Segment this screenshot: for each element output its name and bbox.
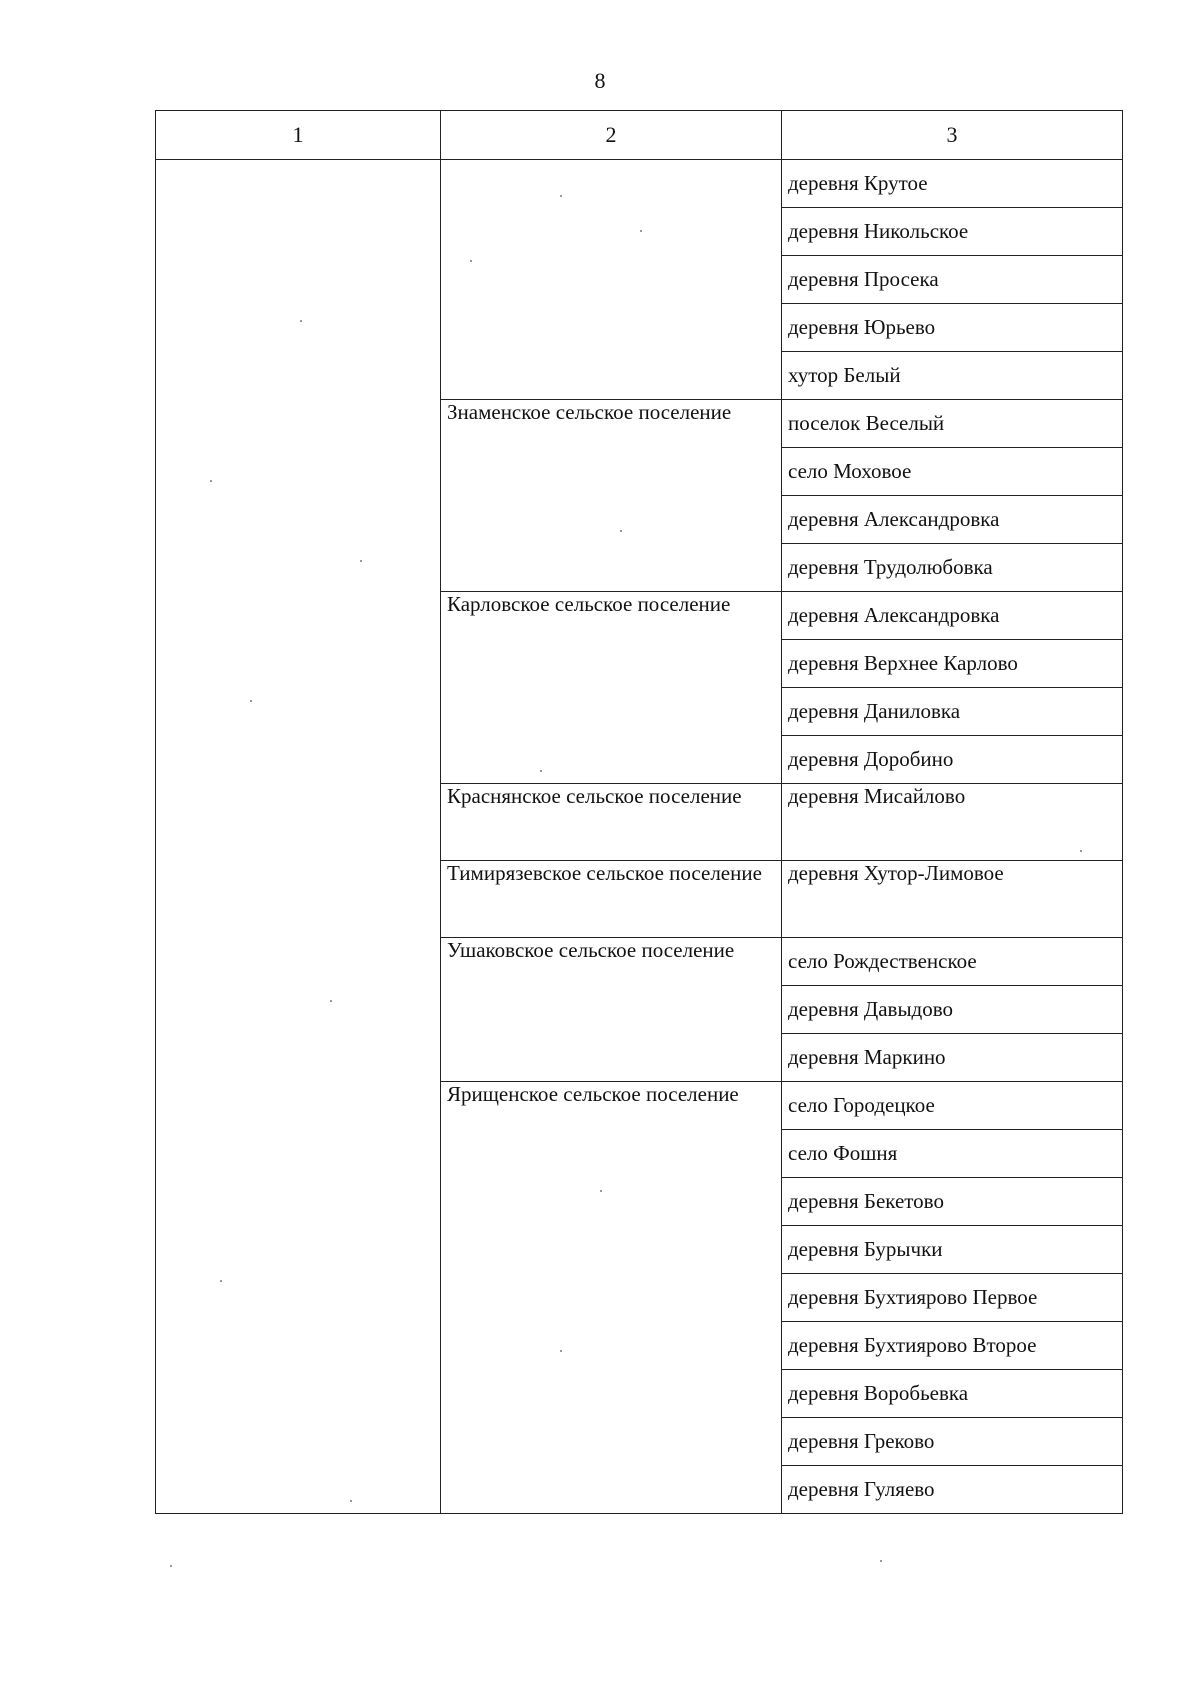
village-cell: деревня Греково xyxy=(782,1418,1123,1466)
village-cell: деревня Доробино xyxy=(782,736,1123,784)
scan-speck xyxy=(560,195,562,197)
village-cell: деревня Юрьево xyxy=(782,304,1123,352)
scan-speck xyxy=(210,480,212,482)
scan-speck xyxy=(300,320,302,322)
scan-speck xyxy=(560,1350,562,1352)
village-cell: деревня Просека xyxy=(782,256,1123,304)
village-cell: деревня Бурычки xyxy=(782,1226,1123,1274)
scan-speck xyxy=(350,1500,352,1502)
settlement-cell: Знаменское сельское поселение xyxy=(441,400,782,592)
village-cell: деревня Никольское xyxy=(782,208,1123,256)
scan-speck xyxy=(600,1190,602,1192)
settlement-cell: Тимирязевское сельское поселение xyxy=(441,861,782,938)
page-number: 8 xyxy=(594,68,606,93)
village-cell: село Городецкое xyxy=(782,1082,1123,1130)
scan-speck xyxy=(330,1000,332,1002)
village-cell: деревня Трудолюбовка xyxy=(782,544,1123,592)
settlement-cell: Карловское сельское поселение xyxy=(441,592,782,784)
village-cell: деревня Крутое xyxy=(782,160,1123,208)
village-cell: село Моховое xyxy=(782,448,1123,496)
village-cell: деревня Бекетово xyxy=(782,1178,1123,1226)
village-cell: село Фошня xyxy=(782,1130,1123,1178)
village-cell: деревня Хутор-Лимовое xyxy=(782,861,1123,938)
scan-speck xyxy=(250,700,252,702)
settlement-cell xyxy=(441,160,782,400)
table-row xyxy=(156,160,1123,208)
village-cell: деревня Гуляево xyxy=(782,1466,1123,1514)
scan-speck xyxy=(360,560,362,562)
column-header-3: 3 xyxy=(782,111,1123,160)
village-cell: село Рождественское xyxy=(782,938,1123,986)
village-cell: деревня Воробьевка xyxy=(782,1370,1123,1418)
village-cell: деревня Александровка xyxy=(782,592,1123,640)
scan-speck xyxy=(540,770,542,772)
village-cell: деревня Давыдово xyxy=(782,986,1123,1034)
scan-speck xyxy=(220,1280,222,1282)
column-header-1: 1 xyxy=(156,111,441,160)
village-cell: деревня Верхнее Карлово xyxy=(782,640,1123,688)
village-cell: хутор Белый xyxy=(782,352,1123,400)
settlement-cell: Краснянское сельское поселение xyxy=(441,784,782,861)
column-1-empty-cell xyxy=(156,160,441,1514)
scan-speck xyxy=(620,530,622,532)
village-cell: деревня Даниловка xyxy=(782,688,1123,736)
table-header-row xyxy=(156,111,1123,160)
settlement-cell: Ярищенское сельское поселение xyxy=(441,1082,782,1514)
scan-speck xyxy=(880,1560,882,1562)
settlement-cell: Ушаковское сельское поселение xyxy=(441,938,782,1082)
scan-speck xyxy=(170,1565,172,1567)
village-cell: деревня Александровка xyxy=(782,496,1123,544)
scan-speck xyxy=(640,230,642,232)
village-cell: деревня Бухтиярово Первое xyxy=(782,1274,1123,1322)
village-cell: деревня Бухтиярово Второе xyxy=(782,1322,1123,1370)
column-header-2: 2 xyxy=(441,111,782,160)
village-cell: деревня Мисайлово xyxy=(782,784,1123,861)
scan-speck xyxy=(470,260,472,262)
village-cell: деревня Маркино xyxy=(782,1034,1123,1082)
scan-speck xyxy=(1080,850,1082,852)
village-cell: поселок Веселый xyxy=(782,400,1123,448)
